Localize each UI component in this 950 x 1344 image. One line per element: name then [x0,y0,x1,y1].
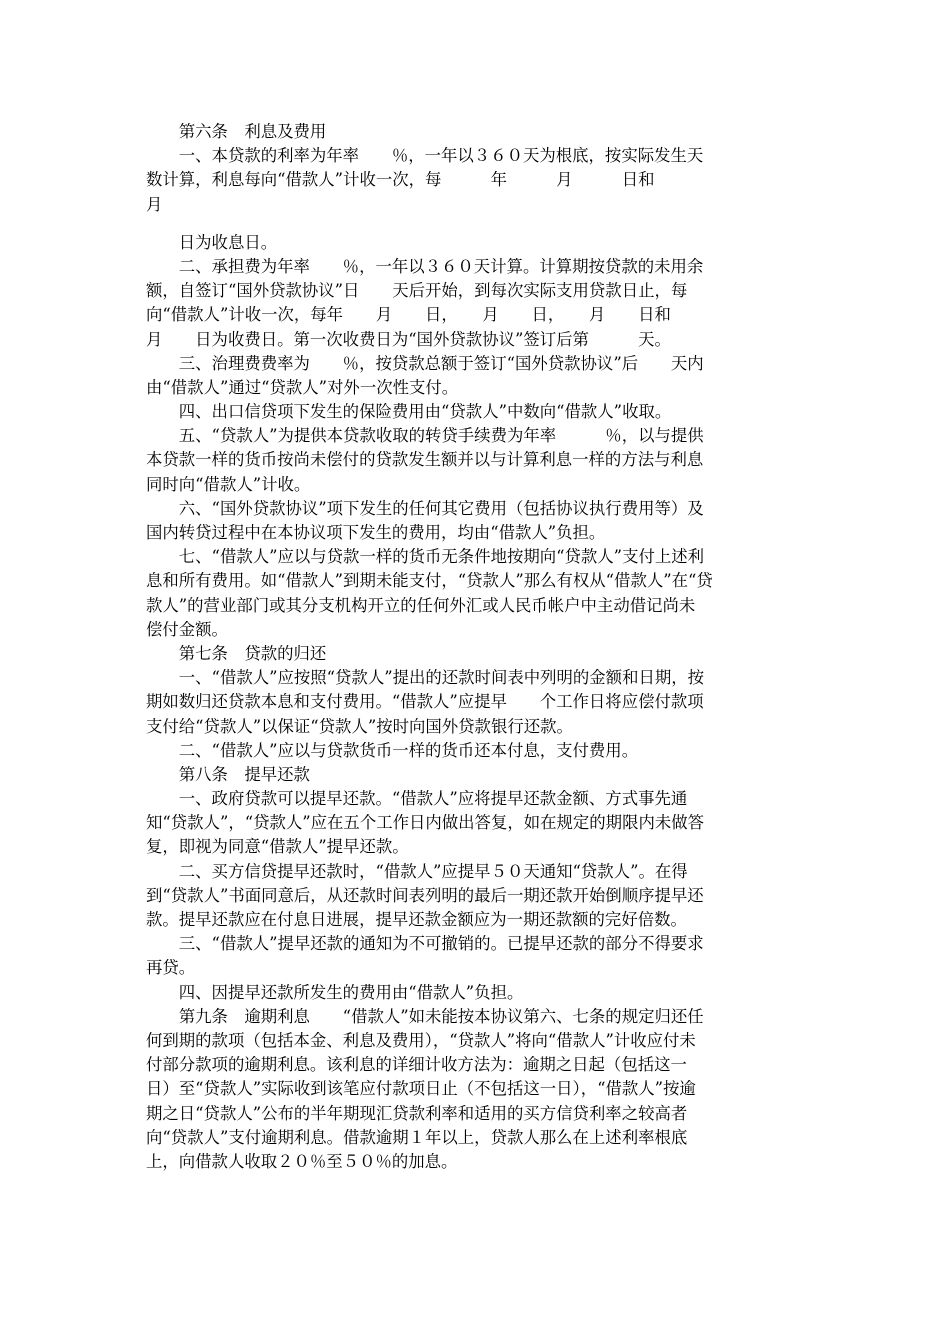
text-line: 第九条 逾期利息 “借款人”如未能按本协议第六、七条的规定归还任 [146,1006,704,1026]
text-line: 向“借款人”计收一次，每年 月 日， 月 日， 月 日和 [146,305,671,325]
text-line: 期之日“贷款人”公布的半年期现汇贷款利率和适用的买方信贷利率之较高者 [146,1103,688,1123]
text-line: 三、治理费费率为 ％，按贷款总额于签订“国外贷款协议”后 天内 [146,353,704,373]
text-line: 一、本贷款的利率为年率 ％，一年以３６０天为根底，按实际发生天 [146,146,704,166]
text-line: 五、“贷款人”为提供本贷款收取的转贷手续费为年率 ％，以与提供 [146,426,704,446]
text-line: 期如数归还贷款本息和支付费用。“借款人”应提早 个工作日将应偿付款项 [146,692,704,712]
document-body [146,120,800,1174]
text-line: 由“借款人”通过“贷款人”对外一次性支付。 [146,377,459,397]
text-line: 七、“借款人”应以与贷款一样的货币无条件地按期向“贷款人”支付上述利 [146,547,705,567]
text-line: 复，即视为同意“借款人”提早还款。 [146,837,409,857]
text-line: 数计算，利息每向“借款人”计收一次，每 年 月 日和 [146,170,655,190]
text-line: 六、“国外贷款协议”项下发生的任何其它费用（包括协议执行费用等）及 [146,498,704,518]
text-line: 偿付金额。 [146,619,228,639]
text-line: 一、“借款人”应按照“贷款人”提出的还款时间表中列明的金额和日期，按 [146,668,705,688]
text-line: 日）至“贷款人”实际收到该笔应付款项日止（不包括这一日），“借款人”按逾 [146,1079,696,1099]
text-line: 日为收息日。 [146,232,278,252]
text-line: 何到期的款项（包括本金、利息及费用），“贷款人”将向“借款人”计收应付未 [146,1030,696,1050]
text-line: 再贷。 [146,958,196,978]
text-line: 国内转贷过程中在本协议项下发生的费用，均由“借款人”负担。 [146,523,606,542]
text-line: 息和所有费用。如“借款人”到期未能支付，“贷款人”那么有权从“借款人”在“贷 [146,571,713,591]
text-line: 付部分款项的逾期利息。该利息的详细计收方法为：逾期之日起（包括这一 [146,1055,687,1075]
text-line: 上，向借款人收取２０％至５０％的加息。 [146,1151,458,1171]
text-line: 支付给“贷款人”以保证“贷款人”按时向国外贷款银行还款。 [146,716,573,736]
text-line: 一、政府贷款可以提早还款。“借款人”应将提早还款金额、方式事先通 [146,789,688,809]
text-line: 本贷款一样的货币按尚未偿付的贷款发生额并以与计算利息一样的方法与利息 [146,450,704,470]
text-line: 同时向“借款人”计收。 [146,474,311,494]
text-line: 二、“借款人”应以与贷款货币一样的货币还本付息，支付费用。 [146,740,639,760]
text-line: 第七条 贷款的归还 [146,643,327,663]
text-line: 第六条 利息及费用 [146,122,327,141]
text-line: 向“贷款人”支付逾期利息。借款逾期１年以上，贷款人那么在上述利率根底 [146,1127,688,1147]
text-line: 第八条 提早还款 [146,764,310,784]
text-line: 三、“借款人”提早还款的通知为不可撤销的。已提早还款的部分不得要求 [146,934,704,954]
text-line: 款。提早还款应在付息日进展，提早还款金额应为一期还款额的完好倍数。 [146,910,687,929]
paragraph-gap [146,217,800,231]
text-line: 四、出口信贷项下发生的保险费用由“贷款人”中数向“借款人”收取。 [146,402,672,422]
text-line: 到“贷款人”书面同意后，从还款时间表列明的最后一期还款开始倒顺序提早还 [146,885,704,905]
text-line: 额，自签订“国外贷款协议”日 天后开始，到每次实际支用贷款日止，每 [146,281,688,301]
text-line: 月 [146,194,163,214]
text-line: 四、因提早还款所发生的费用由“借款人”负担。 [146,982,524,1002]
text-line: 月 日为收费日。第一次收费日为“国外贷款协议”签订后第 天。 [146,329,671,349]
text-line: 二、买方信贷提早还款时，“借款人”应提早５０天通知“贷款人”。在得 [146,861,688,881]
text-line: 二、承担费为年率 ％，一年以３６０天计算。计算期按贷款的未用余 [146,256,704,276]
text-line: 知“贷款人”，“贷款人”应在五个工作日内做出答复，如在规定的期限内未做答 [146,813,705,833]
text-line: 款人”的营业部门或其分支机构开立的任何外汇或人民币帐户中主动借记尚未 [146,595,696,615]
